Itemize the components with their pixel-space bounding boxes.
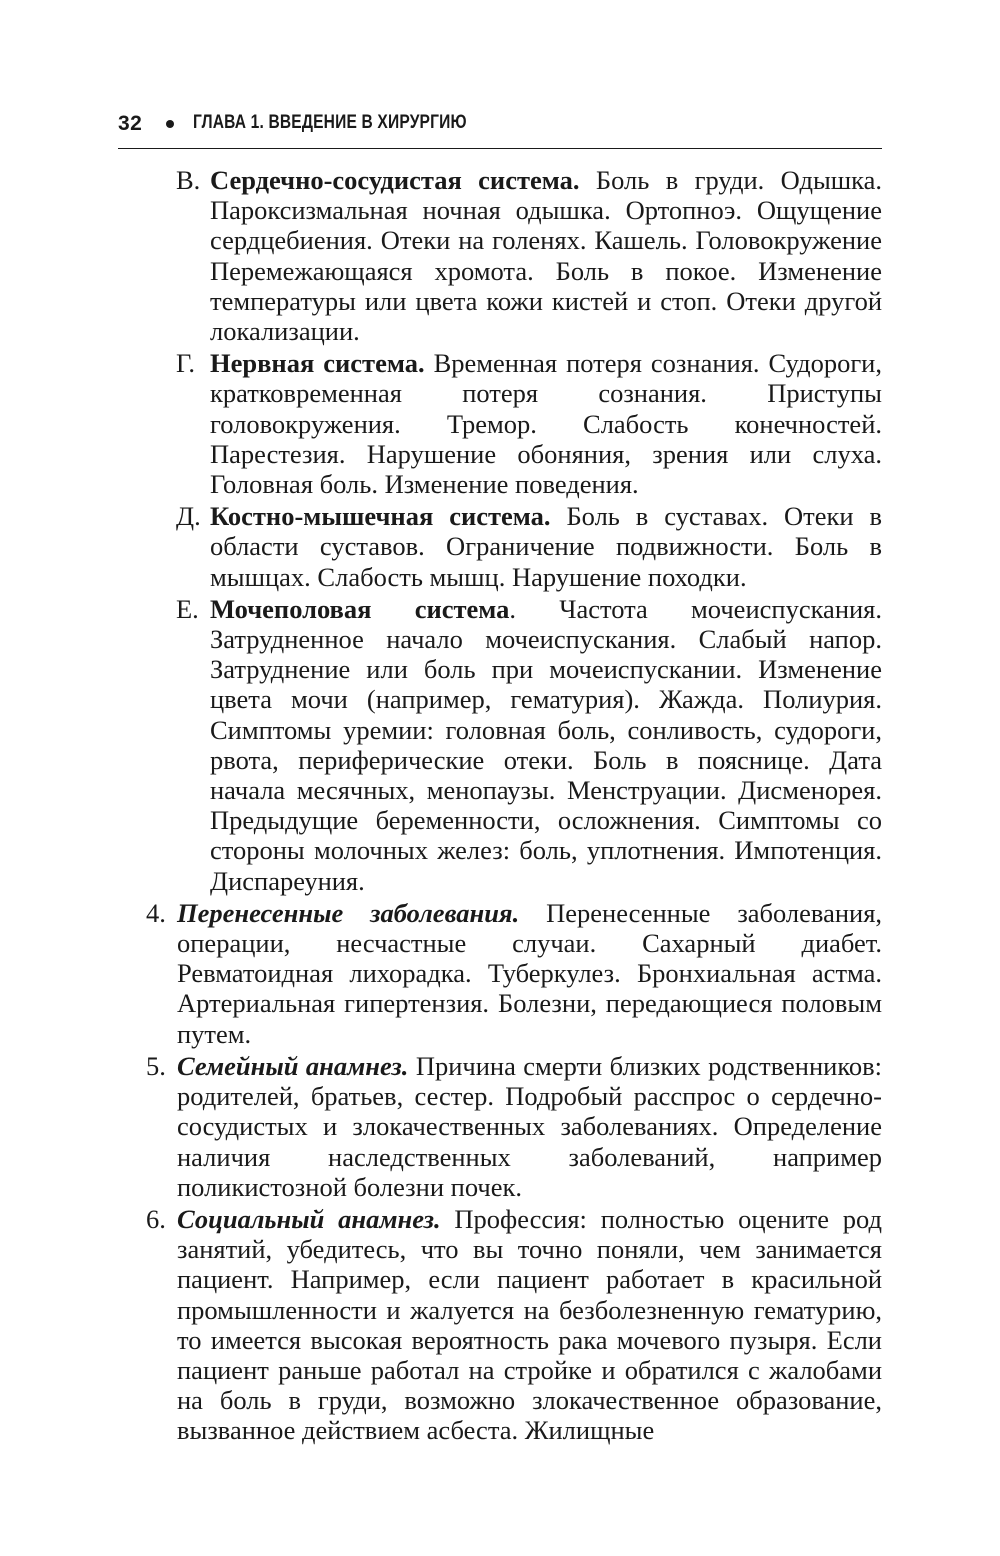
page-body xyxy=(0,165,1000,1446)
bullet-separator xyxy=(166,120,174,128)
page-number: 32 xyxy=(118,112,143,135)
item-text: Перенесенные заболевания, операции, несчастные случаи. Сахарный диабет. Ревматоидная лихорадка. Туберкулез. Бронхиальная астма. Артериальная гипертензия. Болезни, передающиеся половым путем. xyxy=(177,897,883,1049)
subsection-genitourinary xyxy=(0,594,1000,896)
item-text: Причина смерти близких родственников: родителей, братьев, сестер. Подробый расспрос о сердечно-сосудистых и злокачественных заболеваниях. Определение наличия наследственных заболеваний, например поликистозной болезни почек. xyxy=(177,1050,883,1202)
subsection-musculoskeletal xyxy=(0,501,1000,592)
item-heading: Социальный анамнез. xyxy=(177,1203,441,1234)
subsection-text: Боль в суставах. Отеки в области суставов. Ограничение подвижности. Боль в мышцах. Слабость мышц. Нарушение походки. xyxy=(210,501,882,592)
item-heading: Перенесенные заболевания. xyxy=(177,897,520,928)
subsection-heading: Костно-мышечная система. xyxy=(210,501,551,532)
subsection-cardiovascular xyxy=(0,165,1000,346)
subsection-text: Временная потеря сознания. Судороги, кратковременная потеря сознания. Приступы головокружения. Тремор. Слабость конечностей. Парестезия. Нарушение обоняния, зрения или слуха. Головная боль. Изменение поведения. xyxy=(210,348,882,500)
item-past-illnesses xyxy=(0,898,1000,1049)
item-number: 4. xyxy=(146,897,166,928)
item-number: 5. xyxy=(146,1050,166,1081)
item-social-history xyxy=(0,1204,1000,1446)
running-head xyxy=(118,112,882,149)
chapter-title: ГЛАВА 1. ВВЕДЕНИЕ В ХИРУРГИЮ xyxy=(193,112,468,133)
subsection-marker: Е. xyxy=(176,593,199,624)
subsection-text: . Частота мочеиспускания. Затрудненное начало мочеиспускания. Слабый напор. Затруднение или боль при мочеиспускании. Изменение цвета мочи (например, гематурия). Жажда. Полиурия. Симптомы уремии: головная боль, сонливость, судороги, рвота, периферические отеки. Боль в пояснице. Дата начала месячных, менопаузы. Менструации. Дисменорея. Предыдущие беременности, осложнения. Симптомы со стороны молочных желез: боль, уплотнения. Импотенция. Диспареуния. xyxy=(210,593,882,896)
item-number: 6. xyxy=(146,1203,166,1234)
item-family-history xyxy=(0,1051,1000,1202)
subsection-heading: Сердечно-сосудистая система. xyxy=(210,165,580,195)
subsection-marker: Г. xyxy=(176,348,195,379)
subsection-text: Боль в груди. Одышка. Пароксизмальная ночная одышка. Ортопноэ. Ощущение сердцебиения. Отеки на голенях. Кашель. Головокружение Перемежающаяся хромота. Боль в покое. Изменение температуры или цвета кожи кистей и стоп. Отеки другой локализации. xyxy=(210,165,883,347)
item-text: Профессия: полностью оцените род занятий, убедитесь, что вы точно поняли, чем занимается пациент. Например, если пациент работает в красильной промышленности и жалуется на безболезненную гематурию, то имеется высокая вероятность рака мочевого пузыря. Если пациент раньше работал на стройке и обратился с жалобами на боль в груди, возможно злокачественное образование, вызванное действием асбеста. Жилищные xyxy=(177,1203,883,1446)
subsection-heading: Мочеполовая система xyxy=(210,593,510,624)
item-heading: Семейный анамнез. xyxy=(177,1050,409,1081)
subsection-heading: Нервная система. xyxy=(210,348,425,379)
subsection-nervous xyxy=(0,348,1000,499)
subsection-marker: В. xyxy=(176,165,201,195)
subsection-marker: Д. xyxy=(176,501,201,532)
